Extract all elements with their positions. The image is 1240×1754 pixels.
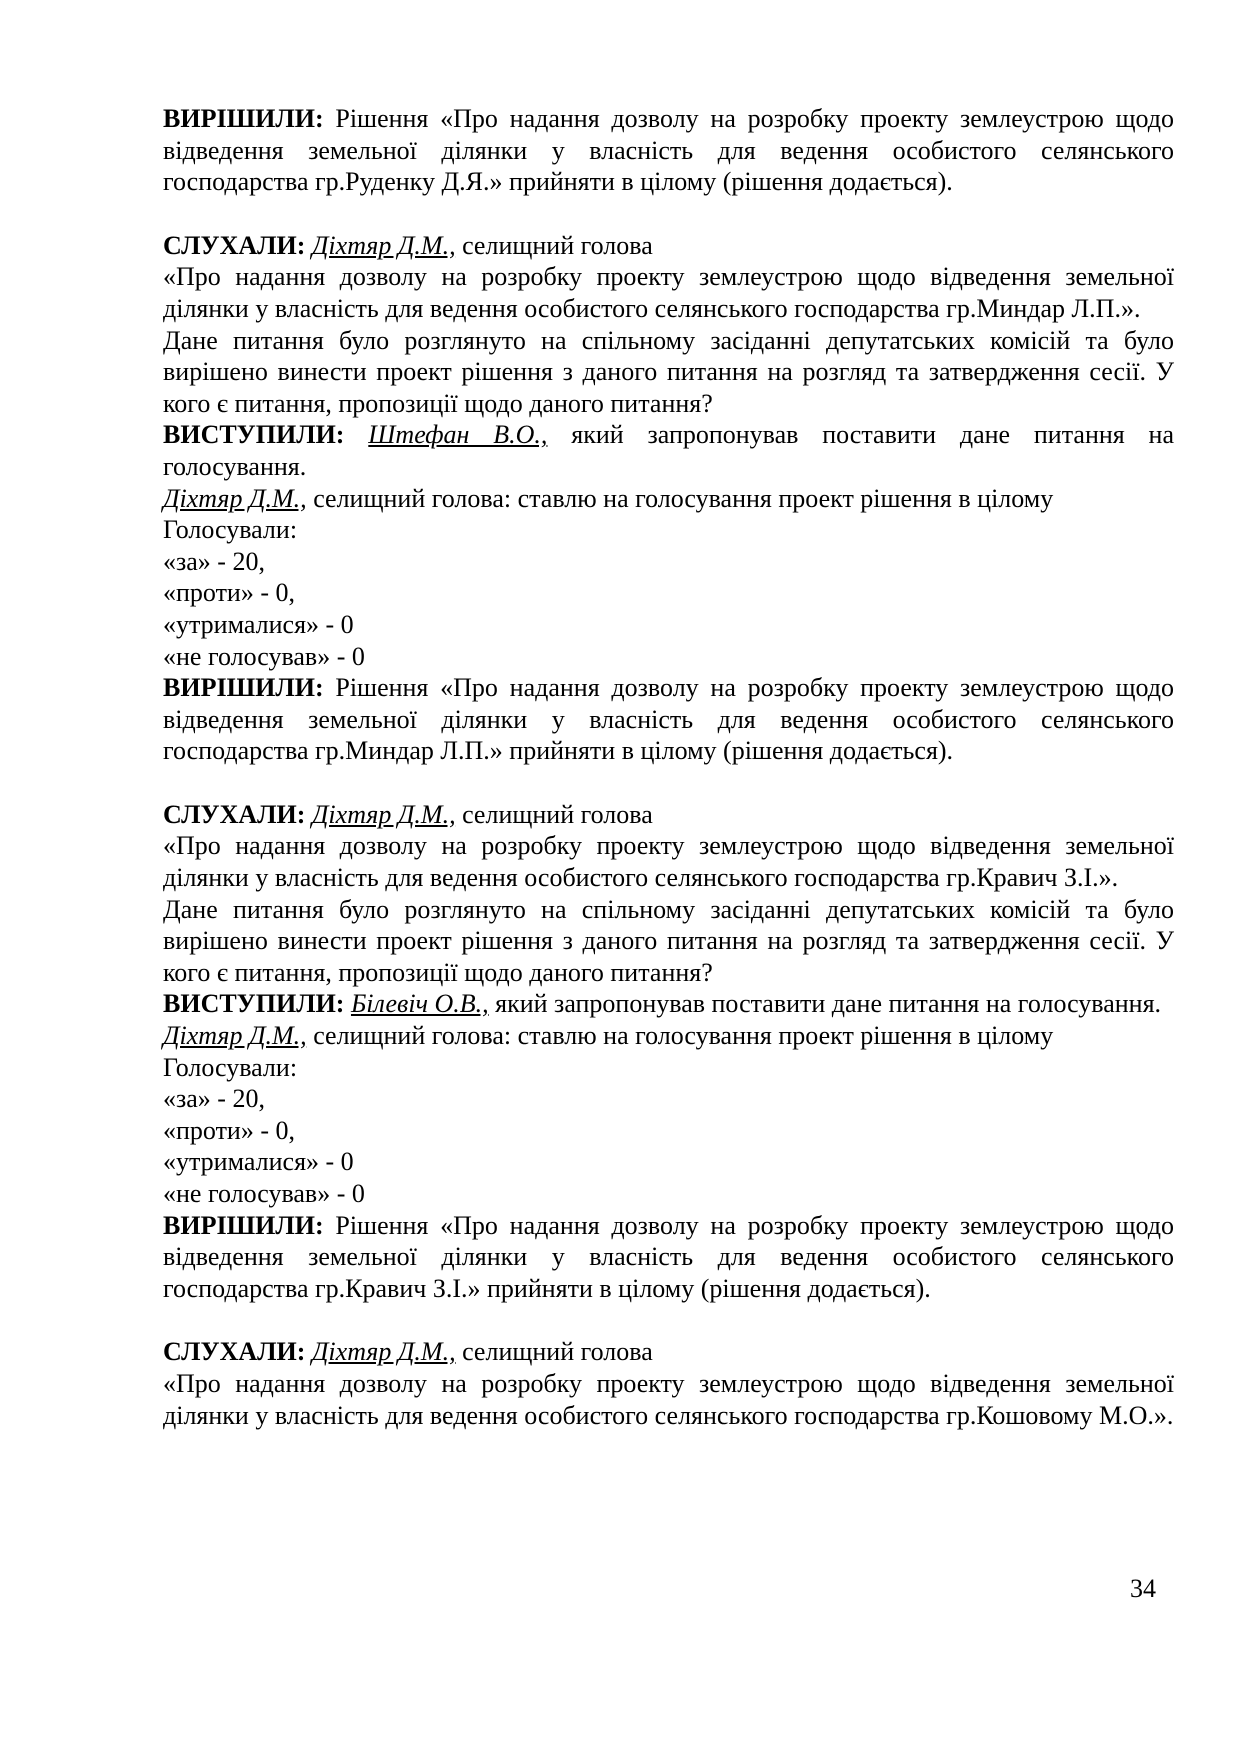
voted-label: Голосували: <box>163 1052 298 1082</box>
vote-abstained: «утрималися» - 0 <box>163 609 354 639</box>
decision-paragraph <box>163 103 1174 198</box>
topic-paragraph: «Про надання дозволу на розробку проекту землеустрою щодо відведення земельної ділянки у власність для ведення особистого селянського господарства гр.Кравич З.І.». <box>163 831 1174 893</box>
heard-speaker-name: Діхтяр Д.М., <box>311 799 456 829</box>
heard-speaker-role: селищний голова <box>455 1337 653 1367</box>
chair-name: Діхтяр Д.М., <box>163 1021 307 1051</box>
spoke-label: ВИСТУПИЛИ: <box>163 989 345 1019</box>
chair-text: селищний голова: ставлю на голосування проект рішення в цілому <box>306 1021 1054 1051</box>
heard-speaker-role: селищний голова <box>455 230 653 260</box>
section-gap <box>163 767 1174 799</box>
topic-paragraph: «Про надання дозволу на розробку проекту землеустрою щодо відведення земельної ділянки у власність для ведення особистого селянського господарства гр.Миндар Л.П.». <box>163 262 1174 323</box>
heard-line <box>163 230 1174 262</box>
vote-against: «проти» - 0, <box>163 1115 296 1145</box>
vote-not-voted: «не голосував» - 0 <box>163 1179 365 1208</box>
decided-text: Рішення «Про надання дозволу на розробку проекту землеустрою щодо відведення земельної ділянки у власність для ведення особистого селянського господарства гр.Руденку Д.Я.» прийняти в цілому (рішення додається). <box>163 104 1174 197</box>
voted-label: Голосували: <box>163 515 298 545</box>
decided-label: ВИРІШИЛИ: <box>163 673 324 703</box>
decision-paragraph <box>163 1210 1174 1305</box>
heard-line <box>163 1336 1174 1368</box>
heard-label: СЛУХАЛИ: <box>163 799 306 829</box>
decision-paragraph <box>163 672 1174 767</box>
document-body <box>163 103 1174 1431</box>
vote-for: «за» - 20, <box>163 546 265 576</box>
spoke-speaker-name: Штефан В.О., <box>368 420 548 450</box>
heard-speaker-name: Діхтяр Д.М., <box>311 230 456 260</box>
vote-for: «за» - 20, <box>163 1084 265 1114</box>
page-number: 34 <box>1130 1574 1156 1603</box>
chair-line <box>163 1020 1174 1052</box>
heard-label: СЛУХАЛИ: <box>163 1337 306 1367</box>
section-gap <box>163 1304 1174 1336</box>
chair-text: селищний голова: ставлю на голосування проект рішення в цілому <box>306 483 1054 513</box>
heard-speaker-name: Діхтяр Д.М., <box>311 1337 456 1367</box>
vote-abstained: «утрималися» - 0 <box>163 1147 354 1177</box>
topic-paragraph: «Про надання дозволу на розробку проекту землеустрою щодо відведення земельної ділянки у власність для ведення особистого селянського господарства гр.Кошовому М.О.». <box>163 1368 1174 1430</box>
spoke-text: який запропонував поставити дане питання на голосування. <box>488 989 1162 1019</box>
vote-not-voted: «не голосував» - 0 <box>163 641 365 671</box>
spoke-paragraph <box>163 988 1174 1020</box>
section-gap <box>163 198 1174 230</box>
spoke-speaker-name: Білевіч О.В., <box>350 989 489 1019</box>
heard-label: СЛУХАЛИ: <box>163 230 306 260</box>
decided-text: Рішення «Про надання дозволу на розробку проекту землеустрою щодо відведення земельної ділянки у власність для ведення особистого селянського господарства гр.Миндар Л.П.» прийняти в цілому (рішення додається). <box>163 673 1174 766</box>
chair-line <box>163 483 1174 515</box>
heard-line <box>163 799 1174 831</box>
spoke-text: який запропонував поставити дане питання на голосування. <box>163 420 1174 481</box>
considered-paragraph: Дане питання було розглянуто на спільному засіданні депутатських комісій та було вирішено винести проект рішення з даного питання на розгляд та затвердження сесії. У кого є питання, пропозиції щодо даного питання? <box>163 325 1174 418</box>
spoke-paragraph <box>163 419 1174 482</box>
heard-speaker-role: селищний голова <box>455 799 653 829</box>
chair-name: Діхтяр Д.М., <box>163 483 307 513</box>
vote-against: «проти» - 0, <box>163 578 296 608</box>
considered-paragraph: Дане питання було розглянуто на спільному засіданні депутатських комісій та було вирішено винести проект рішення з даного питання на розгляд та затвердження сесії. У кого є питання, пропозиції щодо даного питання? <box>163 894 1174 987</box>
spoke-label: ВИСТУПИЛИ: <box>163 420 345 450</box>
decided-label: ВИРІШИЛИ: <box>163 104 324 133</box>
decided-label: ВИРІШИЛИ: <box>163 1210 324 1240</box>
decided-text: Рішення «Про надання дозволу на розробку проекту землеустрою щодо відведення земельної ділянки у власність для ведення особистого селянського господарства гр.Кравич З.І.» прийняти в цілому (рішення додається). <box>163 1210 1174 1303</box>
